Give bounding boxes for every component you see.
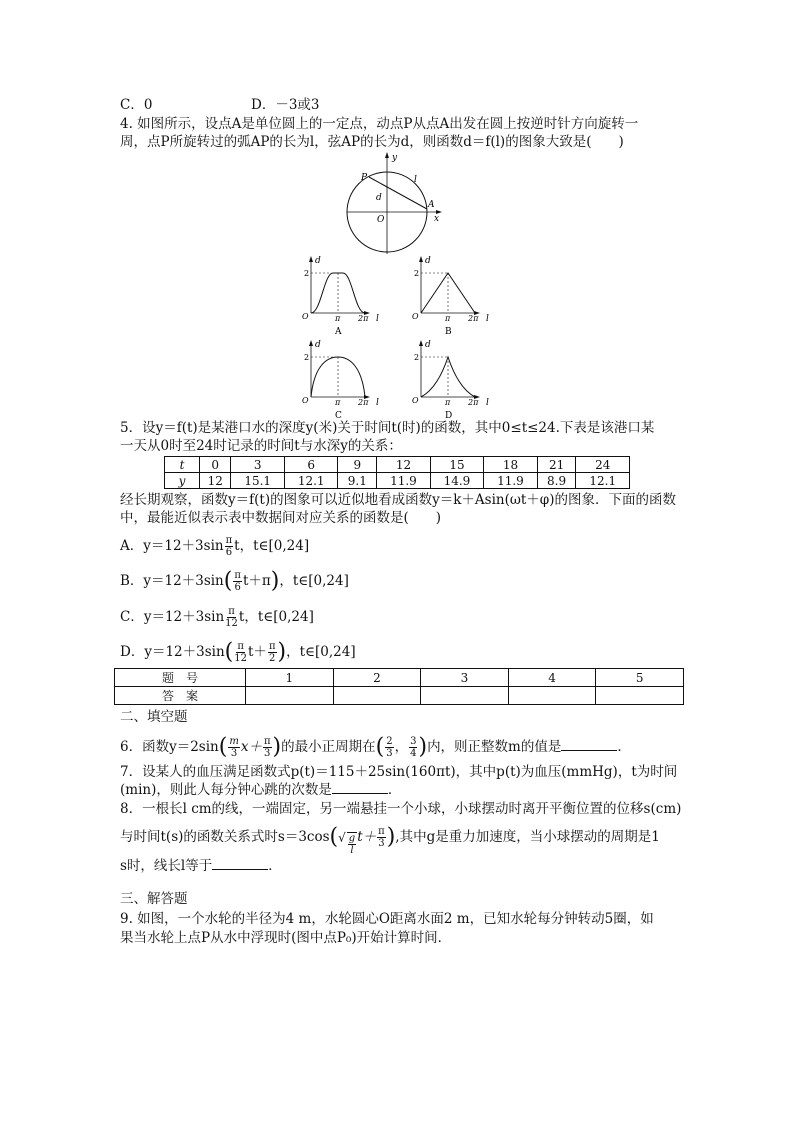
q9-text-line2: 果当水轮上点P从水中浮现时(图中点P₀)开始计算时间． (120, 930, 452, 946)
frac-den: 2 (269, 653, 276, 664)
q5-option-a-post: t，t∈[0,24] (234, 538, 310, 554)
frac-den: l (350, 845, 354, 856)
q8-line2-pre: 与时间t(s)的函数关系式时s＝3cos (120, 829, 330, 845)
graph-b-d: d (425, 256, 431, 266)
q8-t: t＋ (357, 829, 377, 845)
frac-num: π (225, 535, 233, 546)
q8-answer-blank[interactable] (212, 857, 268, 870)
frac-num: m (229, 736, 239, 747)
graph-a-o: O (302, 312, 309, 321)
graph-c-two: 2 (304, 353, 310, 362)
fraction (385, 736, 393, 759)
q5-option-d-tail: ，t∈[0,24] (286, 644, 356, 660)
table-cell: 5 (596, 669, 684, 687)
graph-a-l: l (376, 314, 379, 324)
answer-cell-4[interactable] (508, 687, 596, 705)
graph-c-o: O (302, 396, 309, 405)
q8-text-line3 (120, 857, 282, 875)
q4-text-line2: 周，点P所旋转过的弧AP的长为l，弦AP的长为d，则函数d＝f(l)的图象大致是( ) (120, 134, 624, 150)
table-cell: 12 (377, 457, 431, 473)
table-cell: 18 (484, 457, 538, 473)
table-header-y: y (165, 473, 200, 489)
fig-l-label: l (414, 175, 417, 185)
paren-close: ) (386, 824, 396, 850)
q8-end: ． (268, 858, 282, 874)
paren-open: ( (329, 824, 339, 850)
table-cell: 1 (246, 669, 334, 687)
frac-num: π (268, 641, 276, 652)
answer-cell-5[interactable] (596, 687, 684, 705)
graph-c-twopi: 2π (358, 398, 369, 407)
graph-d-two: 2 (414, 353, 420, 362)
graph-a-pi: π (335, 314, 341, 323)
frac-num: π (263, 736, 271, 747)
table-row-t (165, 457, 630, 473)
graph-d (412, 340, 489, 421)
graph-b-twopi: 2π (468, 314, 479, 323)
q6-comma: ， (394, 739, 409, 755)
answer-table (114, 668, 684, 705)
table-cell: 4 (508, 669, 596, 687)
graph-a-two: 2 (304, 269, 310, 278)
q5-option-b-post: t＋π (242, 573, 271, 589)
frac-num: 2 (386, 736, 393, 747)
fig-p-label: P (361, 173, 368, 183)
section-fill-in-heading: 二、填空题 (120, 709, 188, 725)
fraction (348, 833, 356, 856)
q7-text-line1: 7．设某人的血压满足函数式p(t)＝115＋25sin(160πt)，其中p(t)为血压(mmHg)，t为时间 (120, 764, 678, 780)
table-cell: 24 (576, 457, 630, 473)
q5-option-c-post: t，t∈[0,24] (238, 609, 314, 625)
fraction (228, 736, 239, 759)
graph-c-label: C (335, 411, 342, 421)
q7-line2-pre: (min)，则此人每分钟心跳的次数是 (120, 782, 332, 798)
section-answer-heading: 三、解答题 (120, 891, 188, 907)
q5-option-d-mid: t＋ (248, 644, 267, 660)
fraction (225, 606, 238, 629)
q6-end: ． (617, 739, 631, 755)
graph-c-l: l (376, 398, 379, 408)
graph-d-label: D (445, 411, 453, 421)
graph-d-twopi: 2π (468, 398, 479, 407)
frac-num: π (237, 641, 244, 652)
table-cell: 14.9 (430, 473, 484, 489)
q5-option-c-pre: C．y＝12＋3sin (120, 609, 225, 625)
table-row (115, 687, 684, 705)
frac-num: 3 (410, 736, 417, 747)
q5-option-b-pre: B．y＝12＋3sin (120, 573, 224, 589)
frac-num: π (234, 570, 241, 581)
frac-num: π (378, 826, 385, 837)
frac-den: 3 (230, 748, 238, 759)
graph-c (302, 340, 379, 421)
q3-option-d: D．－3或3 (251, 97, 320, 113)
graph-a-twopi: 2π (358, 314, 369, 323)
q5-text-line2: 一天从0时至24时记录的时间t与水深y的关系： (120, 438, 402, 454)
q5-data-table (164, 456, 630, 489)
answer-table-number-label: 题 号 (115, 669, 246, 687)
q4-text-line1: 4. 如图所示，设点A是单位圆上的一定点，动点P从点A出发在圆上按逆时针方向旋转一 (120, 116, 639, 132)
graph-b-l: l (486, 314, 489, 324)
paren-open: ( (223, 568, 233, 594)
fraction (263, 736, 272, 759)
graph-c-pi: π (335, 398, 341, 407)
paren-close: ) (270, 568, 280, 594)
table-row-y (165, 473, 630, 489)
graph-c-d: d (315, 340, 321, 350)
sqrt-body (347, 832, 357, 856)
frac-den: 4 (410, 748, 417, 759)
unit-circle-figure (342, 150, 452, 260)
paren-open: ( (224, 639, 234, 665)
fraction (377, 826, 386, 849)
q7-answer-blank[interactable] (332, 781, 388, 794)
fraction (225, 535, 234, 558)
graph-a-label: A (335, 327, 342, 337)
frac-den: 3 (264, 748, 271, 759)
q5-option-b (120, 570, 349, 593)
frac-den: 6 (225, 547, 233, 558)
graph-a-d: d (315, 256, 321, 266)
paren-close: ) (418, 734, 428, 760)
q5-text-line1: 5．设y＝f(t)是某港口水的深度y(米)关于时间t(时)的函数，其中0≤t≤24.下表是该港口某 (120, 420, 655, 436)
table-cell: 12.1 (284, 473, 338, 489)
table-cell: 15 (430, 457, 484, 473)
answer-cell-3[interactable] (421, 687, 509, 705)
q8-text-line2 (120, 826, 660, 856)
answer-cell-2[interactable] (333, 687, 421, 705)
table-header-t: t (165, 457, 200, 473)
q6-text (120, 736, 631, 759)
q8-text-line1: 8．一根长l cm的线，一端固定，另一端悬挂一个小球，小球摆动时离开平衡位置的位移s(cm) (120, 801, 682, 817)
graph-d-d: d (425, 340, 431, 350)
frac-den: 12 (234, 653, 247, 664)
frac-den: 6 (234, 582, 241, 593)
table-cell: 3 (421, 669, 509, 687)
q5-option-d (120, 641, 356, 664)
paren-close: ) (272, 734, 282, 760)
paren-close: ) (277, 639, 287, 665)
table-cell: 9 (338, 457, 377, 473)
table-cell: 11.9 (484, 473, 538, 489)
q3-option-c: C．0 (120, 97, 153, 113)
table-cell: 15.1 (231, 473, 285, 489)
q8-line2-post: ,其中g是重力加速度，当小球摆动的周期是1 (395, 829, 660, 845)
graph-d-l: l (486, 398, 489, 408)
paren-open: ( (218, 734, 228, 760)
table-cell: 9.1 (338, 473, 377, 489)
q5-text-line4: 中，最能近似表示表中数据间对应关系的函数是( ) (120, 510, 442, 526)
q6-post: 内，则正整数m的值是 (427, 739, 562, 755)
table-cell: 11.9 (377, 473, 431, 489)
q6-mid: 的最小正周期在 (281, 739, 376, 755)
q3-options (120, 96, 320, 114)
table-cell: 12.1 (576, 473, 630, 489)
q6-answer-blank[interactable] (561, 738, 617, 751)
fraction (268, 641, 277, 664)
table-row (115, 669, 684, 687)
graph-b-pi: π (445, 314, 451, 323)
q4-option-graphs (296, 255, 489, 421)
q5-text-line3: 经长期观察，函数y＝f(t)的图象可以近似地看成函数y＝k＋Asin(ωt＋φ)的图象．下面的函数 (120, 492, 676, 508)
answer-table-answer-label: 答 案 (115, 687, 246, 705)
table-cell: 12 (200, 473, 231, 489)
frac-num: π (228, 606, 235, 617)
q5-option-a (120, 535, 309, 558)
graph-b-label: B (445, 327, 452, 337)
table-cell: 0 (200, 457, 231, 473)
paren-open: ( (375, 734, 385, 760)
fraction (234, 641, 247, 664)
frac-num: g (348, 833, 356, 844)
fig-x-label: x (434, 214, 440, 224)
fig-y-label: y (392, 153, 398, 163)
q7-text-line2 (120, 781, 401, 799)
q6-x: x＋ (240, 739, 262, 755)
fig-d-label: d (376, 193, 382, 203)
graph-b (412, 256, 489, 337)
fraction (233, 570, 242, 593)
graph-d-o: O (412, 396, 419, 405)
table-cell: 8.9 (537, 473, 576, 489)
fig-a-label: A (428, 200, 435, 210)
graph-b-o: O (412, 312, 419, 321)
q5-option-b-tail: ，t∈[0,24] (279, 573, 349, 589)
fraction (409, 736, 417, 759)
graph-b-two: 2 (414, 269, 420, 278)
table-cell: 2 (333, 669, 421, 687)
q9-text-line1: 9. 如图，一个水轮的半径为4 m，水轮圆心O距离水面2 m，已知水轮每分钟转动5圈，如 (120, 911, 654, 927)
frac-den: 3 (386, 748, 393, 759)
frac-den: 3 (378, 838, 385, 849)
q5-option-c (120, 606, 314, 629)
graph-a (302, 256, 379, 337)
table-cell: 3 (231, 457, 285, 473)
fig-o-label: O (377, 215, 385, 225)
table-cell: 6 (284, 457, 338, 473)
q7-end: ． (387, 782, 402, 798)
frac-den: 12 (225, 618, 238, 629)
graph-d-pi: π (445, 398, 451, 407)
q5-option-d-pre: D．y＝12＋3sin (120, 644, 225, 660)
q6-pre: 6．函数y＝2sin (120, 739, 219, 755)
q5-option-a-pre: A．y＝12＋3sin (120, 538, 224, 554)
sqrt-sign: √ (338, 830, 346, 845)
table-cell: 21 (537, 457, 576, 473)
q8-line3-pre: s时，线长l等于 (120, 858, 213, 874)
answer-cell-1[interactable] (246, 687, 334, 705)
